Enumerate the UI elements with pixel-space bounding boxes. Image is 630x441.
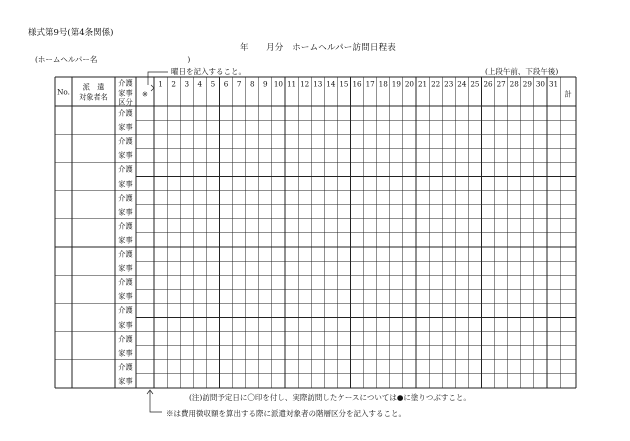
- row-label-housework: 家事: [118, 235, 133, 245]
- header-category: 区分: [118, 97, 133, 107]
- header-day-25: 25: [470, 79, 480, 89]
- header-day-12: 12: [300, 79, 310, 89]
- header-day-14: 14: [326, 79, 336, 89]
- day-note-arrowhead: [151, 85, 154, 91]
- header-day-26: 26: [483, 79, 493, 89]
- header-day-20: 20: [404, 79, 415, 89]
- header-day-10: 10: [273, 79, 284, 89]
- header-day-13: 13: [313, 79, 323, 89]
- row-label-housework: 家事: [118, 178, 133, 188]
- row-label-care: 介護: [118, 305, 133, 315]
- header-category: 介護: [118, 78, 133, 88]
- header-total: 計: [564, 88, 572, 98]
- row-label-care: 介護: [118, 249, 133, 259]
- form-number: 様式第9号(第4条関係): [28, 28, 114, 38]
- row-label-housework: 家事: [118, 376, 133, 386]
- header-day-1: 1: [158, 79, 163, 89]
- header-day-18: 18: [378, 79, 388, 89]
- header-day-23: 23: [444, 79, 454, 89]
- row-label-care: 介護: [118, 277, 133, 287]
- header-day-31: 31: [548, 79, 559, 89]
- header-day-7: 7: [236, 79, 242, 89]
- category-note-leader-line: [150, 391, 162, 412]
- row-label-care: 介護: [118, 193, 133, 203]
- header-day-3: 3: [184, 79, 190, 89]
- row-label-housework: 家事: [118, 291, 133, 301]
- helper-name-field: (ホームヘルパー名 ): [35, 55, 191, 64]
- am-pm-note: (上段午前、下段午後): [485, 67, 559, 76]
- row-label-care: 介護: [118, 334, 133, 344]
- header-day-16: 16: [352, 79, 362, 89]
- header-day-28: 28: [509, 79, 519, 89]
- day-instruction-note: 曜日を記入すること。: [171, 67, 246, 76]
- page-title: 年 月分 ホームヘルパー訪問日程表: [240, 43, 397, 53]
- header-day-19: 19: [391, 79, 401, 89]
- header-day-8: 8: [249, 79, 255, 89]
- header-dispatch: 派 遣: [82, 81, 105, 91]
- row-label-care: 介護: [118, 136, 133, 146]
- header-day-6: 6: [223, 79, 229, 89]
- row-label-housework: 家事: [118, 263, 133, 273]
- row-label-housework: 家事: [118, 122, 133, 132]
- row-label-care: 介護: [118, 164, 133, 174]
- row-label-housework: 家事: [118, 319, 133, 329]
- header-day-21: 21: [417, 79, 428, 89]
- header-day-2: 2: [171, 79, 176, 89]
- header-target-name: 対象者名: [79, 91, 108, 101]
- row-label-care: 介護: [118, 221, 133, 231]
- row-label-care: 介護: [118, 362, 133, 372]
- header-day-17: 17: [365, 79, 375, 89]
- header-no: No.: [57, 86, 70, 96]
- header-day-11: 11: [286, 79, 297, 89]
- header-day-27: 27: [496, 79, 506, 89]
- footer-note-visit-marking: (注)訪問予定日に〇印を付し、実際訪問したケースについては●に塗りつぶすこと。: [189, 393, 471, 402]
- row-label-care: 介護: [118, 108, 133, 118]
- header-day-4: 4: [197, 79, 203, 89]
- header-day-9: 9: [263, 79, 268, 89]
- header-day-29: 29: [522, 79, 532, 89]
- footer-note-category: ※は費用徴収額を算出する際に派遣対象者の階層区分を記入すること。: [166, 409, 406, 418]
- row-label-housework: 家事: [118, 207, 133, 217]
- header-category: 家事: [118, 87, 133, 97]
- header-day-15: 15: [339, 79, 349, 89]
- header-day-5: 5: [210, 79, 216, 89]
- header-day-22: 22: [431, 79, 441, 89]
- row-label-housework: 家事: [118, 348, 133, 358]
- header-day-24: 24: [457, 79, 467, 89]
- row-label-housework: 家事: [118, 150, 133, 160]
- header-mark: ※: [141, 88, 149, 98]
- header-day-30: 30: [535, 79, 546, 89]
